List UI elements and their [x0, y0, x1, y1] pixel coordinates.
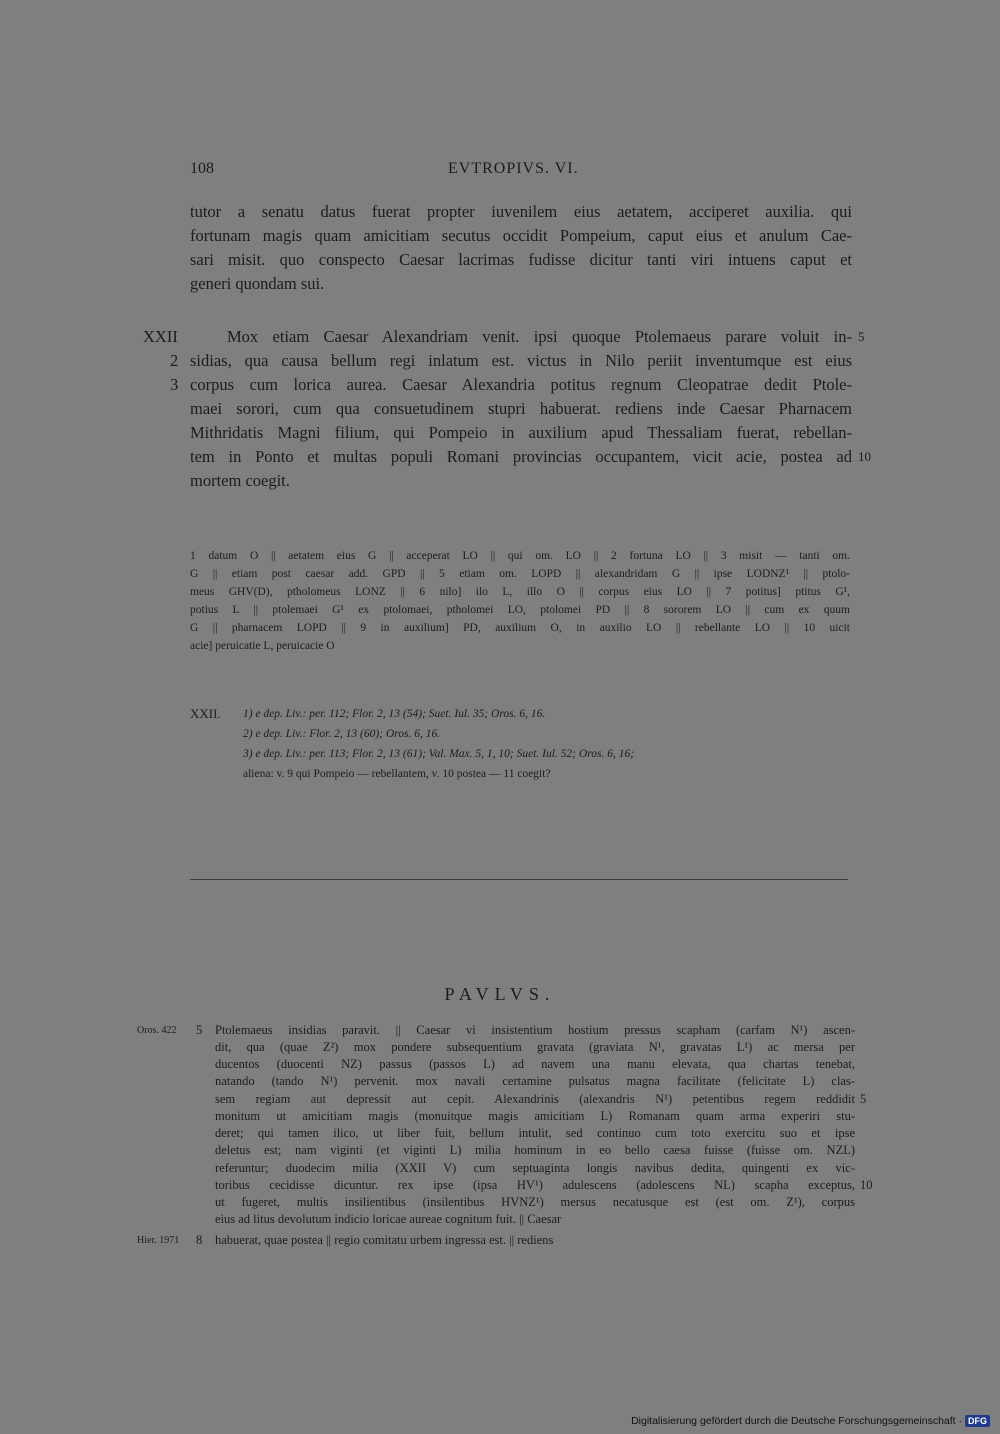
text-line: fortunam magis quam amicitiam secutus occidit Pompeium, caput eius et anulum Cae- [190, 226, 852, 245]
section-marker: 3 [170, 375, 179, 394]
margin-reference: Oros. 422 [137, 1025, 177, 1036]
paulus-line: ut fugeret, multis insilientibus (insilentibus HVNZ¹) mersus necatusque est (est om. Z¹), corpus [215, 1195, 855, 1209]
digitization-footer [631, 1415, 990, 1427]
source-line: 1) e dep. Liv.: per. 112; Flor. 2, 13 (54); Suet. Iul. 35; Oros. 6, 16. [243, 708, 546, 720]
page-number: 108 [190, 160, 214, 177]
page-header [190, 160, 850, 184]
apparatus-line: 1 datum O || aetatem eius G || acceperat LO || qui om. LO || 2 fortuna LO || 3 misit — tanti om. [190, 550, 850, 562]
text-line: tem in Ponto et multas populi Romani provincias occupantem, vicit acie, postea ad [190, 447, 852, 466]
apparatus-line: acie] peruicatie L, peruicacie O [190, 640, 335, 652]
line-number: 5 [858, 329, 865, 344]
source-line: 3) e dep. Liv.: per. 113; Flor. 2, 13 (61); Val. Max. 5, 1, 10; Suet. Iul. 52; Oros. 6, 16; [243, 748, 635, 760]
right-line-number: 10 [860, 1178, 873, 1192]
text-line: sari misit. quo conspecto Caesar lacrimas fudisse dicitur tanti viri intuens caput et [190, 250, 852, 269]
paulus-line: ducentos (duocenti NZ) passus (passos L) ad navem una manu elevata, qua chartas tenebat, [215, 1057, 855, 1071]
paulus-line: natando (tando N¹) pervenit. mox navali certamine pulsatus magna facilitate (felicitate L) clas- [215, 1074, 855, 1088]
paulus-line: eius ad litus devolutum indicio loricae aureae cognitum fuit. || Caesar [215, 1212, 562, 1226]
apparatus-line: potius L || ptolemaei G¹ ex ptolomaei, ptholomei LO, ptolomei PD || 8 sororem LO || cum ex quum [190, 604, 850, 616]
paulus-line: referuntur; duodecim milia (XXII V) cum septuaginta longis navibus dedita, quingenti ex vic- [215, 1161, 855, 1175]
text-line: corpus cum lorica aurea. Caesar Alexandria potitus regnum Cleopatrae dedit Ptole- [190, 375, 852, 394]
section-divider [190, 879, 848, 880]
apparatus-line: G || pharnacem LOPD || 9 in auxilium] PD, auxilium O, in auxilio LO || rebellante LO || 10 uicit [190, 622, 850, 634]
dfg-logo: DFG [965, 1415, 990, 1427]
right-line-number: 5 [860, 1092, 867, 1106]
text-line: maei sorori, cum qua consuetudinem stupri habuerat. rediens inde Caesar Pharnacem [190, 399, 852, 418]
apparatus-line: G || etiam post caesar add. GPD || 5 etiam om. LOPD || alexandridam G || ipse LODNZ¹ || ptolo- [190, 568, 850, 580]
line-number: 10 [858, 449, 871, 464]
paulus-title: PAVLVS. [444, 984, 556, 1004]
paulus-line: toribus cecidisse dicuntur. rex ipse (ipsa HV¹) adulescens (adolescens NL) scapha exceptus, [215, 1178, 855, 1192]
paulus-line: monitum ut amicitiam magis (monuitque magis amicitiam L) Romanam quam arma experiri stu- [215, 1109, 855, 1123]
text-line: tutor a senatu datus fuerat propter iuvenilem eius aetatem, acciperet auxilia. qui [190, 202, 852, 221]
paulus-line: deletus est; nam viginti (et viginti L) milia hominum in eo bello caesa fuisse (fuisse om. NZL) [215, 1143, 855, 1157]
paulus-line: Ptolemaeus insidias paravit. || Caesar vi insistentium hostium pressus scapham (carfam N¹) ascen- [215, 1023, 855, 1037]
source-line: 2) e dep. Liv.: Flor. 2, 13 (60); Oros. 6, 16. [243, 728, 441, 740]
section-marker: 2 [170, 351, 179, 370]
line-number: 8 [196, 1233, 203, 1247]
apparatus-line: meus GHV(D), ptholomeus LONZ || 6 nilo] ilo L, illo O || corpus eius LO || 7 potitus] ptitus G¹, [190, 586, 850, 598]
text-line: mortem coegit. [190, 471, 290, 490]
source-line: aliena: v. 9 qui Pompeio — rebellantem, v. 10 postea — 11 coegit? [243, 768, 551, 780]
line-number: 5 [196, 1023, 203, 1037]
paulus-line: sem regiam aut depressit aut cepit. Alexandrinis (alexandris N¹) petentibus regem reddidit [215, 1092, 855, 1106]
paulus-line: dit, qua (quae Z²) mox pondere subsequentium gravata (graviata N¹, gravatas L¹) ac mersa per [215, 1040, 855, 1054]
sources-label: XXII. [190, 706, 221, 721]
text-line: Mithridatis Magni filium, qui Pompeio in auxilium apud Thessaliam fuerat, rebellan- [190, 423, 852, 442]
running-title: EVTROPIVS. VI. [448, 160, 579, 177]
text-line: sidias, qua causa bellum regi inlatum est. victus in Nilo periit inventumque est eius [190, 351, 852, 370]
footer-text: Digitalisierung gefördert durch die Deutsche Forschungsgemeinschaft · [631, 1415, 962, 1427]
text-line: generi quondam sui. [190, 274, 325, 293]
paulus-line: deret; qui tamen ilico, ut liber fuit, bellum intulit, sed continuo cum toto exercitu suo et ipse [215, 1126, 855, 1140]
paulus-line: habuerat, quae postea || regio comitatu urbem ingressa est. || rediens [215, 1233, 554, 1247]
chapter-marker: XXII [143, 327, 178, 346]
margin-reference: Hier. 1971 [137, 1235, 180, 1246]
text-line: Mox etiam Caesar Alexandriam venit. ipsi quoque Ptolemaeus parare voluit in- [227, 327, 852, 346]
